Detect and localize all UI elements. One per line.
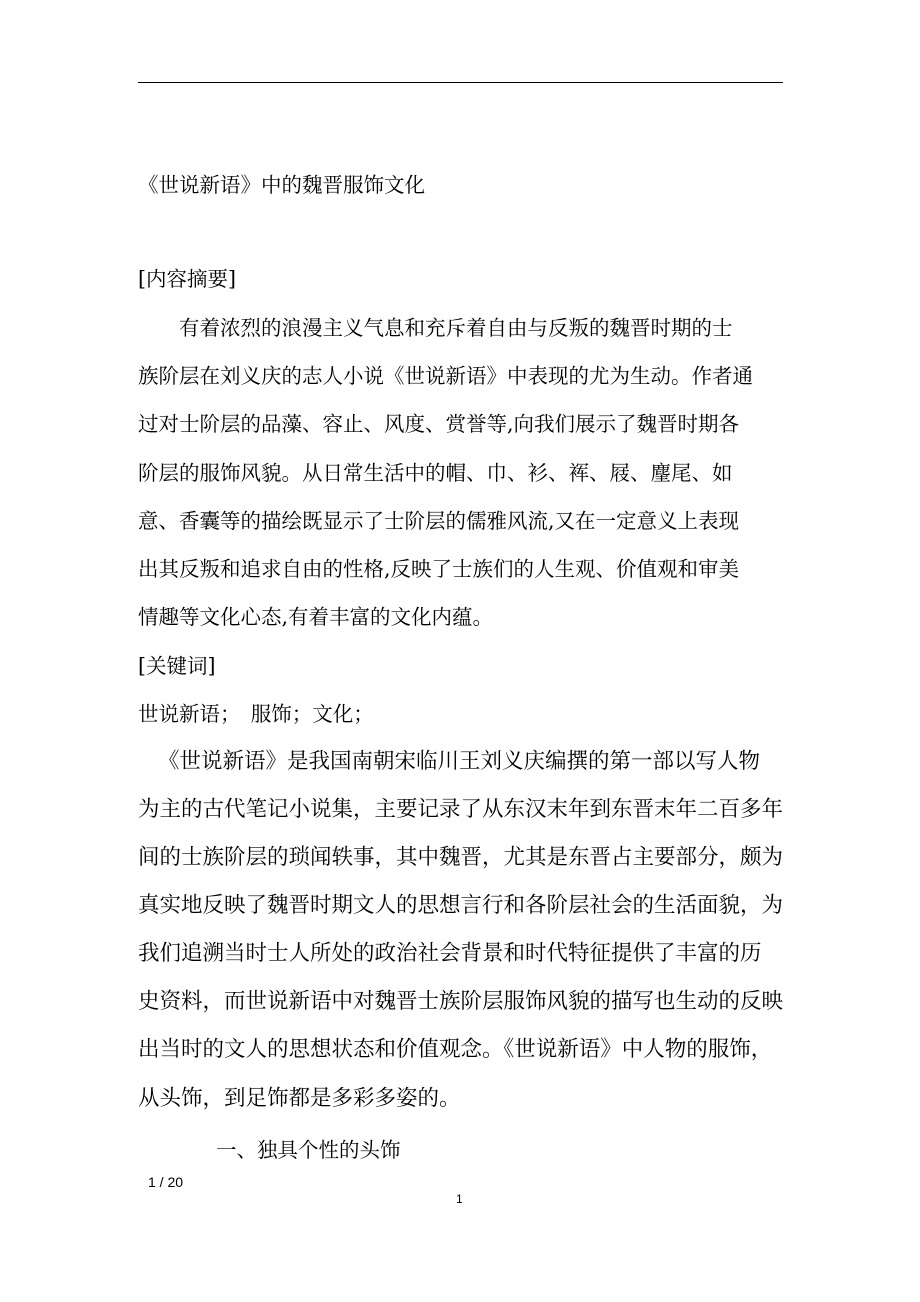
abstract-line: 族阶层在刘义庆的志人小说《世说新语》中表现的尤为生动。作者通 <box>138 364 753 388</box>
abstract-line: 意、香囊等的描绘既显示了士阶层的儒雅风流,又在一定意义上表现 <box>138 509 740 533</box>
keywords-list: 世说新语； 服饰；文化； <box>138 702 374 726</box>
abstract-line: 情趣等文化心态,有着丰富的文化内蕴。 <box>138 605 494 629</box>
body-line: 真实地反映了魏晋时期文人的思想言行和各阶层社会的生活面貌，为 <box>138 893 784 918</box>
body-line: 间的士族阶层的琐闻轶事，其中魏晋，尤其是东晋占主要部分，颇为 <box>138 845 784 870</box>
body-line: 《世说新语》是我国南朝宋临川王刘义庆编撰的第一部以写人物 <box>158 749 761 774</box>
document-title: 《世说新语》中的魏晋服饰文化 <box>138 173 425 197</box>
abstract-heading: [内容摘要] <box>138 267 236 291</box>
body-line: 史资料，而世说新语中对魏晋士族阶层服饰风貌的描写也生动的反映 <box>138 989 784 1014</box>
abstract-line: 过对士阶层的品藻、容止、风度、赏誉等,向我们展示了魏晋时期各 <box>138 412 740 436</box>
header-rule <box>138 82 783 83</box>
section-heading: 一、独具个性的头饰 <box>216 1138 401 1162</box>
keywords-heading: [关键词] <box>138 654 216 678</box>
body-line: 出当时的文人的思想状态和价值观念。《世说新语》中人物的服饰， <box>138 1037 773 1062</box>
abstract-line: 有着浓烈的浪漫主义气息和充斥着自由与反叛的魏晋时期的士 <box>138 316 733 340</box>
page-count: 1 / 20 <box>148 1174 184 1190</box>
body-line: 为主的古代笔记小说集，主要记录了从东汉末年到东晋末年二百多年 <box>138 797 784 822</box>
body-line: 从头饰，到足饰都是多彩多姿的。 <box>138 1086 461 1111</box>
page-number: 1 <box>456 1192 463 1206</box>
abstract-line: 阶层的服饰风貌。从日常生活中的帽、巾、衫、裈、屐、麈尾、如 <box>138 461 733 485</box>
body-line: 我们追溯当时士人所处的政治社会背景和时代特征提供了丰富的历 <box>138 941 762 966</box>
abstract-line: 出其反叛和追求自由的性格,反映了士族们的人生观、价值观和审美 <box>138 557 740 581</box>
